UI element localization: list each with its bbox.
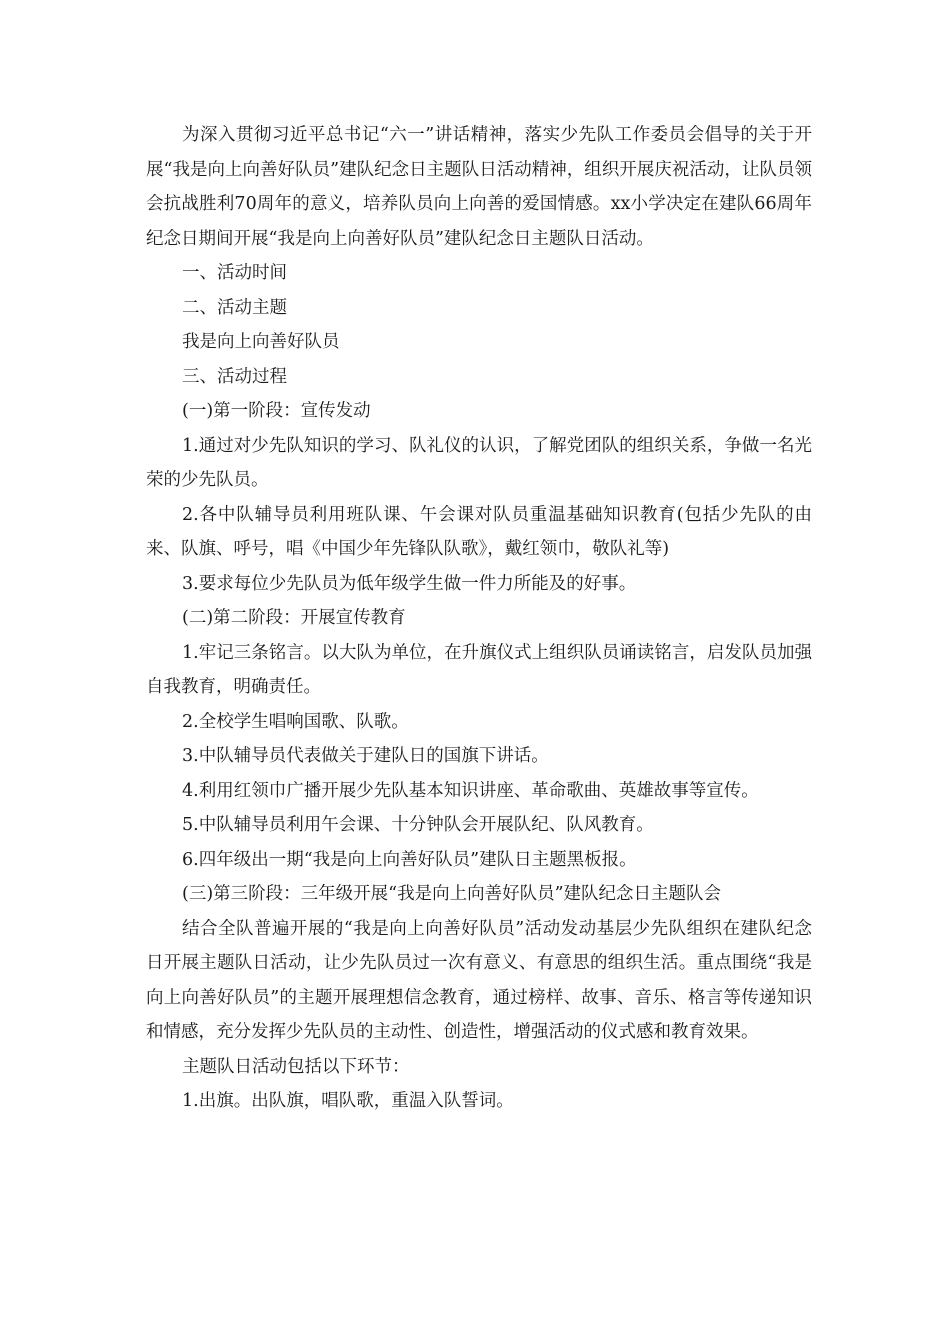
stage-two-item-3: 3.中队辅导员代表做关于建队日的国旗下讲话。	[182, 746, 549, 766]
stage-three-heading: (三)第三阶段：三年级开展“我是向上向善好队员”建队纪念日主题队会	[182, 884, 722, 904]
stage-two-heading: (二)第二阶段：开展宣传教育	[182, 608, 406, 628]
section-heading-theme: 二、活动主题	[182, 297, 287, 318]
stage-three-description: 结合全队普遍开展的“我是向上向善好队员”活动发动基层少先队组织在建队纪念日开展主题队日活动，让少先队员过一次有意义、有意思的组织生活。重点围绕“我是向上向善好队员”的主题开展理想信念教育，通过榜样、故事、音乐、格言等传递知识和情感，充分发挥少先队员的主动性、创造性，增强活动的仪式感和教育效果。	[146, 918, 812, 1042]
section-heading-time: 一、活动时间	[182, 263, 287, 283]
theme-text: 我是向上向善好队员	[182, 332, 340, 352]
document-body	[146, 118, 812, 1119]
stage-one-item-1: 1.通过对少先队知识的学习、队礼仪的认识，了解党团队的组织关系，争做一名光荣的少先队员。	[146, 435, 812, 490]
stage-one-item-3: 3.要求每位少先队员为低年级学生做一件力所能及的好事。	[182, 573, 637, 594]
stage-one-item-2: 2.各中队辅导员利用班队课、午会课对队员重温基础知识教育(包括少先队的由来、队旗、呼号，唱《中国少年先锋队队歌》，戴红领巾，敬队礼等)	[146, 504, 812, 559]
stage-two-item-6: 6.四年级出一期“我是向上向善好队员”建队日主题黑板报。	[182, 849, 637, 870]
stage-one-heading: (一)第一阶段：宣传发动	[182, 401, 371, 421]
intro-paragraph: 为深入贯彻习近平总书记“六一”讲话精神，落实少先队工作委员会倡导的关于开展“我是向上向善好队员”建队纪念日主题队日活动精神，组织开展庆祝活动，让队员领会抗战胜利70周年的意义，培养队员向上向善的爱国情感。xx小学决定在建队66周年纪念日期间开展“我是向上向善好队员”建队纪念日主题队日活动。	[146, 125, 812, 249]
stage-two-item-5: 5.中队辅导员利用午会课、十分钟队会开展队纪、队风教育。	[182, 815, 654, 835]
activity-step-1: 1.出旗。出队旗，唱队歌，重温入队誓词。	[182, 1091, 514, 1111]
section-heading-process: 三、活动过程	[182, 366, 287, 387]
stage-two-item-4: 4.利用红领巾广播开展少先队基本知识讲座、革命歌曲、英雄故事等宣传。	[182, 780, 759, 801]
stage-two-item-2: 2.全校学生唱响国歌、队歌。	[182, 711, 409, 732]
activity-steps-intro: 主题队日活动包括以下环节：	[182, 1056, 410, 1077]
stage-two-item-1: 1.牢记三条铭言。以大队为单位，在升旗仪式上组织队员诵读铭言，启发队员加强自我教育，明确责任。	[146, 642, 812, 697]
